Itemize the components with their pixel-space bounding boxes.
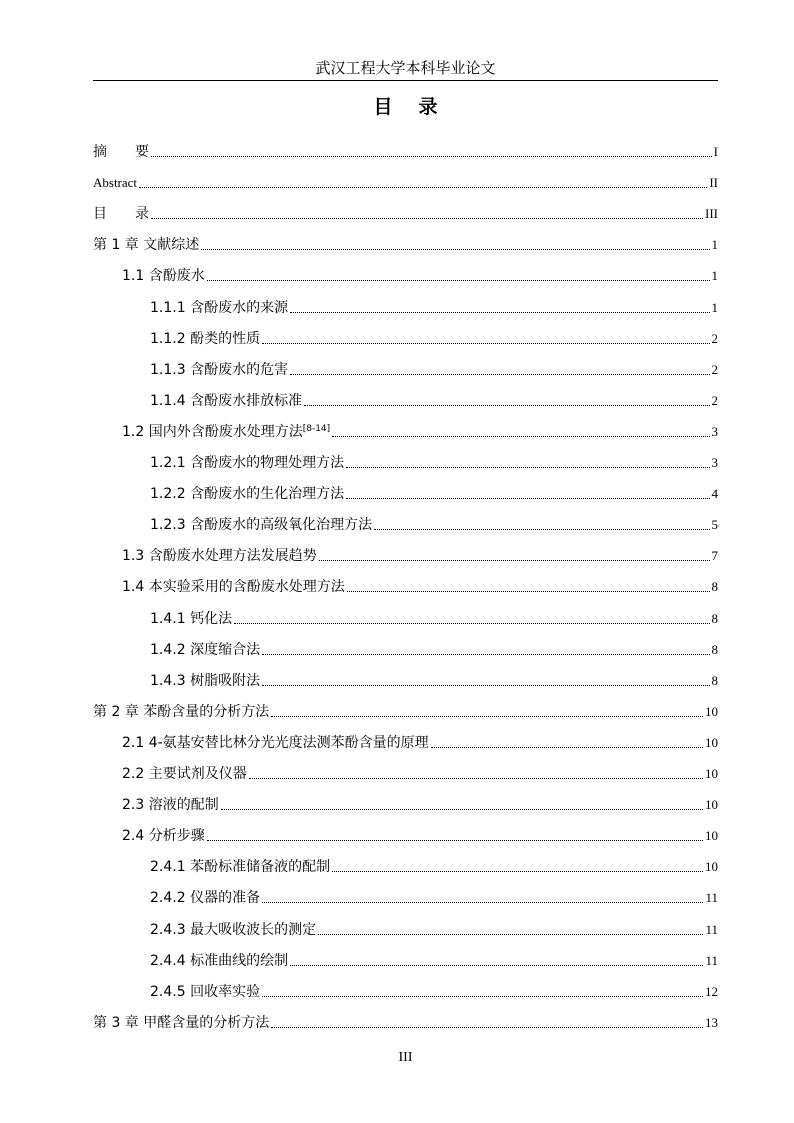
dot-leader — [207, 279, 710, 281]
toc-entry-label-text: 1.2.1 含酚废水的物理处理方法 — [150, 455, 345, 471]
toc-entry-label — [150, 330, 260, 348]
dot-leader — [151, 217, 703, 219]
footer-page-number: III — [398, 1050, 413, 1065]
dot-leader — [346, 497, 709, 499]
toc-entry-label-text: 1.4 本实验采用的含酚废水处理方法 — [122, 579, 345, 596]
dot-leader — [347, 590, 710, 592]
toc-entry-label — [150, 672, 260, 690]
toc-entry[interactable] — [122, 543, 718, 565]
toc-entry-page-number: 3 — [711, 455, 718, 470]
toc-entry-page-number: 13 — [705, 1014, 718, 1030]
toc-entry[interactable] — [93, 232, 718, 254]
toc-entry[interactable] — [150, 357, 718, 379]
toc-entry-label — [93, 1014, 269, 1032]
toc-entry-label — [150, 299, 288, 317]
dot-leader — [201, 248, 709, 250]
dot-leader — [262, 342, 709, 344]
toc-entry-page-number: 2 — [711, 330, 718, 346]
dot-leader — [346, 466, 709, 468]
toc-entry-page-number: 3 — [711, 423, 718, 439]
dot-leader — [221, 808, 703, 810]
toc-entry-page-number: 10 — [705, 859, 718, 875]
toc-entry-page-number: 2 — [711, 361, 718, 377]
dot-leader — [262, 653, 709, 655]
toc-entry-label-text: 1.2 国内外含酚废水处理方法 — [122, 423, 303, 440]
dot-leader — [318, 933, 703, 935]
dot-leader — [234, 622, 709, 624]
toc-entry[interactable] — [150, 606, 718, 628]
toc-entry[interactable] — [150, 450, 718, 472]
toc-entry-page-number: 8 — [711, 579, 718, 595]
toc-entry-page-number: 10 — [705, 734, 718, 750]
dot-leader — [249, 777, 703, 779]
toc-entry[interactable] — [150, 854, 718, 876]
toc-entry[interactable] — [150, 979, 718, 1001]
toc-entry-label-text: 1.1.3 含酚废水的危害 — [150, 361, 289, 378]
dot-leader — [207, 839, 703, 841]
toc-entry-page-number: 8 — [711, 641, 718, 657]
dot-leader — [290, 373, 709, 375]
toc-entry[interactable] — [122, 263, 718, 285]
toc-entry[interactable] — [150, 668, 718, 690]
toc-entry-label-text: 1.4.2 深度缩合法 — [150, 641, 261, 658]
toc-entry-label — [122, 267, 205, 285]
toc-entry-label-text: 2.1 4-氨基安替比林分光光度法测苯酚含量的原理 — [122, 734, 429, 751]
toc-entry-label — [150, 889, 260, 907]
toc-entry-page-number: II — [709, 175, 718, 191]
toc-entry-label-text: 2.2 主要试剂及仪器 — [122, 766, 247, 782]
toc-entry-page-number: I — [713, 144, 718, 159]
toc-entry-label-text: 2.4.3 最大吸收波长的测定 — [150, 921, 317, 938]
toc-entry-label-text: 2.4.4 标准曲线的绘制 — [150, 952, 289, 969]
toc-entry-label-text: 第 2 章 苯酚含量的分析方法 — [93, 703, 270, 720]
toc-entry-label — [150, 983, 260, 1001]
toc-entry-label — [150, 610, 232, 628]
toc-entry-page-number: 10 — [705, 766, 718, 781]
toc-entry-page-number: 1 — [711, 268, 718, 284]
toc-entry-label-text: 2.4.1 苯酚标准储备液的配制 — [150, 859, 331, 876]
toc-entry[interactable] — [150, 512, 718, 534]
toc-entry[interactable] — [93, 170, 718, 192]
toc-entry-label — [150, 516, 372, 534]
toc-entry-label-text: 1.3 含酚废水处理方法发展趋势 — [122, 548, 317, 565]
toc-entry-label-text: 1.4.3 树脂吸附法 — [150, 672, 261, 689]
toc-entry[interactable] — [93, 139, 718, 161]
toc-entry-label-text: 目 录 — [93, 206, 149, 223]
dot-leader — [332, 435, 709, 437]
toc-entry-page-number: 4 — [711, 486, 718, 502]
toc-entry-label-text: 1.4.1 钙化法 — [150, 610, 233, 627]
toc-entry-label — [93, 703, 269, 721]
toc-entry-page-number: 7 — [711, 548, 718, 564]
dot-leader — [271, 715, 703, 717]
dot-leader — [139, 186, 707, 188]
toc-entry[interactable] — [93, 699, 718, 721]
toc-entry-label — [122, 796, 219, 814]
dot-leader — [374, 528, 709, 530]
toc-entry-page-number: III — [705, 206, 718, 222]
toc-entry[interactable] — [150, 388, 718, 410]
toc-entry-label-text: 2.4 分析步骤 — [122, 828, 205, 845]
toc-entry-label-text: 1.1.4 含酚废水排放标准 — [150, 392, 303, 409]
toc-entry-page-number: 8 — [711, 672, 718, 688]
dot-leader — [290, 311, 709, 313]
toc-entry[interactable] — [93, 201, 718, 223]
toc-entry-page-number: 10 — [705, 797, 718, 813]
running-header: 武汉工程大学本科毕业论文 — [315, 59, 496, 77]
toc-entry-page-number: 11 — [705, 890, 718, 906]
toc-entry-label — [93, 143, 149, 161]
dot-leader — [319, 559, 710, 561]
toc-entry[interactable] — [150, 326, 718, 348]
toc-entry-label — [122, 547, 317, 565]
toc-entry-label-text: 2.4.2 仪器的准备 — [150, 890, 261, 907]
dot-leader — [304, 404, 709, 406]
toc-entry-label — [122, 734, 429, 752]
toc-entry-label — [93, 236, 199, 254]
toc-entry-page-number: 11 — [705, 952, 718, 968]
toc-entry[interactable] — [150, 481, 718, 503]
dot-leader — [290, 964, 703, 966]
dot-leader — [262, 684, 709, 686]
toc-entry-label-text: 2.4.5 回收率实验 — [150, 983, 261, 1000]
dot-leader — [271, 1026, 703, 1028]
toc-entry-page-number: 11 — [705, 921, 718, 937]
toc-entry[interactable] — [150, 295, 718, 317]
toc-entry[interactable] — [93, 1010, 718, 1032]
toc-entry-label — [150, 921, 316, 939]
toc-entry-label — [122, 423, 330, 441]
toc-entry[interactable] — [122, 792, 718, 814]
toc-entry[interactable] — [122, 574, 718, 596]
toc-entry[interactable] — [122, 761, 718, 783]
toc-entry-label-text: 1.1.2 酚类的性质 — [150, 330, 261, 347]
toc-entry-label-text: 第 1 章 文献综述 — [93, 237, 200, 254]
toc-entry-label — [150, 858, 330, 876]
toc-entry[interactable] — [122, 419, 718, 441]
toc-entry-label-text: 1.1.1 含酚废水的来源 — [150, 299, 289, 316]
toc-entry-label — [150, 361, 288, 379]
toc-entry-label — [122, 765, 247, 783]
toc-entry-page-number: 1 — [711, 237, 718, 253]
toc-entry[interactable] — [122, 823, 718, 845]
toc-entry-label — [150, 454, 344, 472]
toc-entry-label — [93, 205, 149, 223]
toc-entry-page-number: 10 — [705, 828, 718, 844]
dot-leader — [431, 746, 703, 748]
dot-leader — [332, 870, 703, 872]
toc-entry[interactable] — [150, 948, 718, 970]
toc-entry-page-number: 2 — [711, 392, 718, 408]
toc-entry-label-text: 摘 要 — [93, 144, 149, 160]
toc-entry-label-text: 2.3 溶液的配制 — [122, 797, 219, 814]
toc-entry-label — [150, 485, 344, 503]
toc-entry[interactable] — [122, 730, 718, 752]
toc-entry-page-number: 8 — [711, 610, 718, 626]
toc-entry-page-number: 12 — [705, 983, 718, 999]
toc-entry-label — [93, 174, 137, 192]
dot-leader — [262, 901, 703, 903]
toc-entry-label — [122, 827, 205, 845]
toc-title: 目录 — [373, 96, 464, 118]
toc-entry[interactable] — [150, 917, 718, 939]
toc-entry[interactable] — [150, 885, 718, 907]
citation-superscript: [8-14] — [302, 423, 331, 434]
toc-entry-label-text: Abstract — [93, 175, 138, 191]
toc-entry-page-number: 1 — [711, 299, 718, 315]
toc-entry-label — [150, 641, 260, 659]
toc-entry-label-text: 第 3 章 甲醛含量的分析方法 — [93, 1014, 270, 1031]
toc-entry-label — [122, 578, 345, 596]
toc-entry-label-text: 1.2.2 含酚废水的生化治理方法 — [150, 486, 345, 503]
toc-entry[interactable] — [150, 637, 718, 659]
toc-entry-page-number: 10 — [705, 703, 718, 719]
dot-leader — [262, 995, 703, 997]
toc-entry-label-text: 1.2.3 含酚废水的高级氧化治理方法 — [150, 517, 373, 534]
toc-entry-label — [150, 952, 288, 970]
toc-entry-page-number: 5 — [711, 517, 718, 533]
toc-entry-label — [150, 392, 302, 410]
toc-entry-label-text: 1.1 含酚废水 — [122, 268, 205, 285]
dot-leader — [151, 155, 712, 157]
